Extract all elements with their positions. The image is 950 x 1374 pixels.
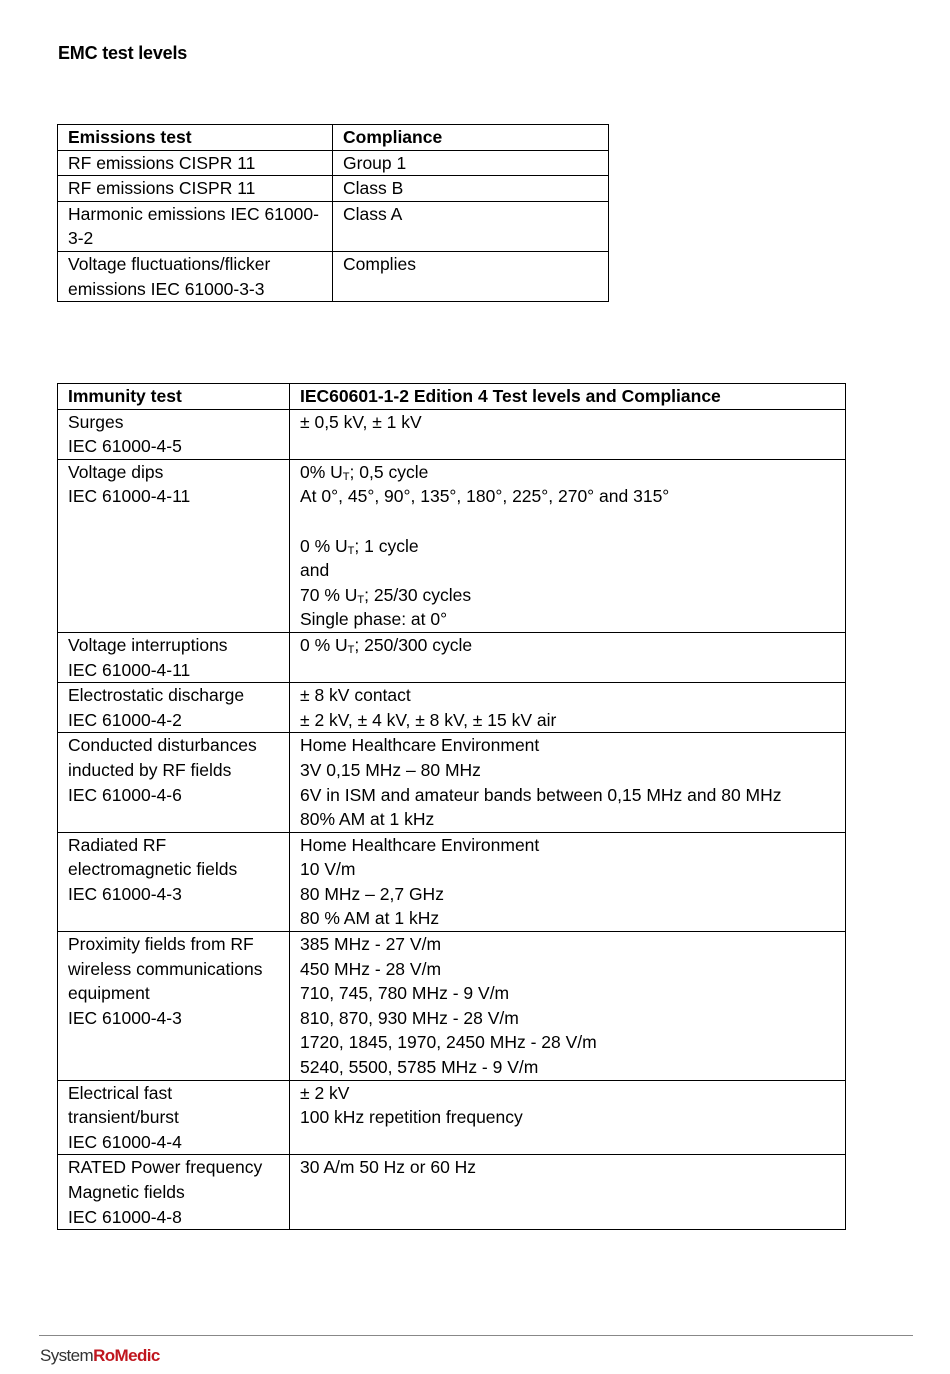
table-row [58,459,846,632]
compliance-cell: Complies [333,251,609,301]
brand-logo [40,1346,160,1366]
brand-name-system: System [40,1346,94,1365]
test-name-cell: Voltage interruptions IEC 61000-4-11 [58,632,290,682]
test-name-cell: Harmonic emissions IEC 61000- 3-2 [58,201,333,251]
table-header-row [58,384,846,410]
test-name-cell: Surges IEC 61000-4-5 [58,409,290,459]
test-level-cell: ± 8 kV contact ± 2 kV, ± 4 kV, ± 8 kV, ± 15 kV air [290,683,846,733]
test-name-cell: Electrostatic discharge IEC 61000-4-2 [58,683,290,733]
test-level-cell: Home Healthcare Environment 10 V/m 80 MHz – 2,7 GHz 80 % AM at 1 kHz [290,832,846,931]
table-row [58,201,609,251]
immunity-table [57,383,846,1230]
test-name-cell: Proximity fields from RF wireless communications equipment IEC 61000-4-3 [58,932,290,1081]
compliance-cell: Group 1 [333,150,609,176]
column-header: Emissions test [58,125,333,151]
table-row [58,1155,846,1230]
table-row [58,683,846,733]
table-header-row [58,125,609,151]
table-row [58,1080,846,1155]
column-header: IEC60601-1-2 Edition 4 Test levels and Compliance [290,384,846,410]
table-row [58,251,609,301]
test-level-cell: 0 % $U_T$; 250/300 cycle [290,632,846,682]
test-name-cell: RF emissions CISPR 11 [58,150,333,176]
test-level-cell: 385 MHz - 27 V/m 450 MHz - 28 V/m 710, 745, 780 MHz - 9 V/m 810, 870, 930 MHz - 28 V/m 1720, 1845, 1970, 2450 MHz - 28 V/m 5240, 5500, 5785 MHz - 9 V/m [290,932,846,1081]
test-level-cell: 0% $U_T$; 0,5 cycle At 0°, 45°, 90°, 135°, 180°, 225°, 270° and 315° 0 % $U_T$; 1 cycle and 70 % $U_T$; 25/30 cycles Single phase: at 0° [290,459,846,632]
test-level-cell: 30 A/m 50 Hz or 60 Hz [290,1155,846,1230]
page-title: EMC test levels [58,43,188,63]
test-level-cell: ± 0,5 kV, ± 1 kV [290,409,846,459]
table-row [58,832,846,931]
test-name-cell: Voltage fluctuations/flicker emissions IEC 61000-3-3 [58,251,333,301]
table-row [58,409,846,459]
test-name-cell: RF emissions CISPR 11 [58,176,333,202]
footer-divider [39,1335,913,1336]
test-name-cell: Radiated RF electromagnetic fields IEC 61000-4-3 [58,832,290,931]
table-row [58,733,846,832]
table-row [58,150,609,176]
brand-name-romedic: RoMedic [93,1346,160,1365]
test-name-cell: Conducted disturbances inducted by RF fields IEC 61000-4-6 [58,733,290,832]
compliance-cell: Class A [333,201,609,251]
column-header: Compliance [333,125,609,151]
column-header: Immunity test [58,384,290,410]
test-name-cell: Voltage dips IEC 61000-4-11 [58,459,290,632]
test-level-cell: Home Healthcare Environment 3V 0,15 MHz – 80 MHz 6V in ISM and amateur bands between 0,15 MHz and 80 MHz 80% AM at 1 kHz [290,733,846,832]
table-row [58,176,609,202]
compliance-cell: Class B [333,176,609,202]
table-row [58,932,846,1081]
table-row [58,632,846,682]
test-level-cell: ± 2 kV 100 kHz repetition frequency [290,1080,846,1155]
emissions-table [57,124,609,302]
test-name-cell: Electrical fast transient/burst IEC 61000-4-4 [58,1080,290,1155]
test-name-cell: RATED Power frequency Magnetic fields IEC 61000-4-8 [58,1155,290,1230]
